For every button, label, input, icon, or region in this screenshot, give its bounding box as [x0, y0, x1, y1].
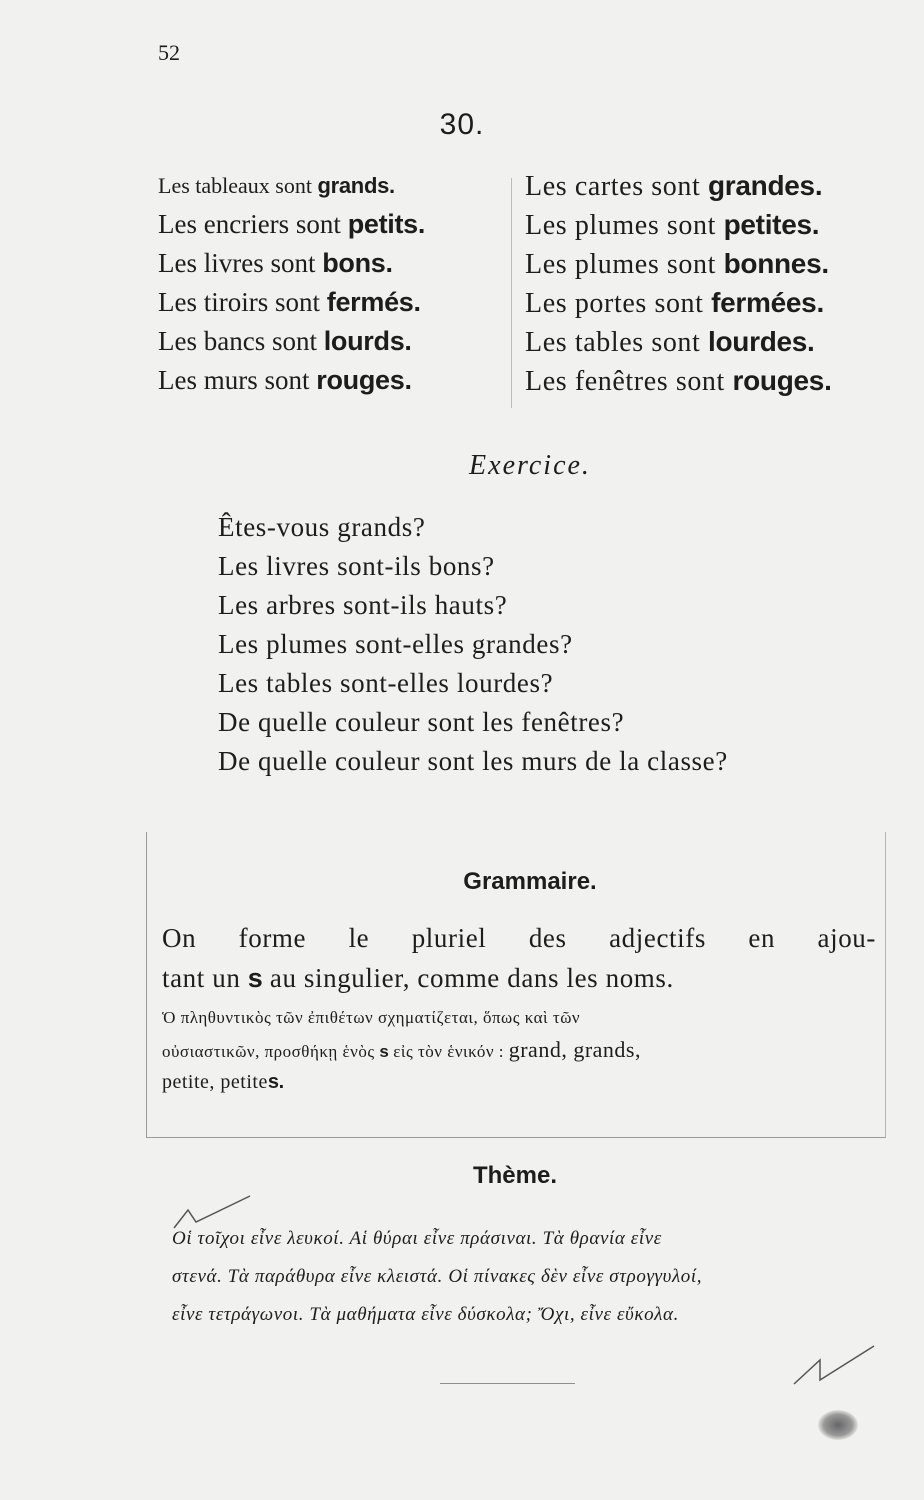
- greek-note-line: petite, petites.: [162, 1071, 284, 1093]
- question-line: De quelle couleur sont les fenêtres?: [218, 707, 625, 737]
- sentence-line: Les tables sont lourdes.: [525, 326, 815, 358]
- theme-line: Οἱ τοῖχοι εἶνε λευκοί. Αἱ θύραι εἶνε πράσιναι. Τὰ θρανία εἶνε: [172, 1228, 662, 1249]
- question-line: Êtes-vous grands?: [218, 512, 426, 542]
- question-line: Les arbres sont-ils hauts?: [218, 590, 508, 620]
- exercise-questions: [218, 508, 728, 781]
- theme-line: στενά. Τὰ παράθυρα εἶνε κλειστά. Οἱ πίνακες δὲν εἶνε στρογγυλοί,: [172, 1266, 703, 1287]
- grammar-rule-line: On forme le pluriel des adjectifs en ajou-: [162, 923, 876, 953]
- sentence-line: Les plumes sont bonnes.: [525, 248, 829, 280]
- theme-paragraph: [172, 1220, 902, 1334]
- grammar-greek-note: [162, 1002, 876, 1098]
- question-line: Les plumes sont-elles grandes?: [218, 629, 573, 659]
- grammar-heading: Grammaire.: [463, 868, 597, 895]
- ink-stain: [818, 1410, 858, 1440]
- greek-note-line: Ὁ πληθυντικὸς τῶν ἐπιθέτων σχηματίζεται, ὅπως καὶ τῶν: [162, 1008, 581, 1027]
- question-line: De quelle couleur sont les murs de la classe?: [218, 746, 728, 776]
- sentence-line: Les livres sont bons.: [158, 248, 393, 278]
- sentence-line: Les tableaux sont grands.: [158, 173, 395, 198]
- greek-note-line: οὐσιαστικῶν, προσθήκῃ ἑνὸς s εἰς τὸν ἑνικόν : grand, grands,: [162, 1037, 641, 1062]
- sentence-line: Les plumes sont petites.: [525, 209, 820, 241]
- grammar-rule: [162, 918, 876, 998]
- question-line: Les livres sont-ils bons?: [218, 551, 495, 581]
- pencil-check-mark: [790, 1340, 880, 1390]
- sentence-line: Les encriers sont petits.: [158, 209, 426, 239]
- theme-line: εἶνε τετράγωνοι. Τὰ μαθήματα εἶνε δύσκολα; Ὄχι, εἶνε εὔκολα.: [172, 1304, 679, 1325]
- exercise-heading: Exercice.: [469, 450, 591, 481]
- sentence-line: Les fenêtres sont rouges.: [525, 365, 832, 397]
- sentence-line: Les bancs sont lourds.: [158, 326, 412, 356]
- column-divider: [511, 178, 512, 408]
- sentence-line: Les cartes sont grandes.: [525, 170, 823, 202]
- theme-heading: Thème.: [472, 1162, 558, 1189]
- sentence-line: Les murs sont rouges.: [158, 365, 412, 395]
- grammar-rule-line: tant un s au singulier, comme dans les noms.: [162, 963, 674, 993]
- bottom-rule: [440, 1383, 575, 1384]
- left-sentence-column: [158, 166, 508, 400]
- lesson-number: 30.: [439, 108, 485, 141]
- question-line: Les tables sont-elles lourdes?: [218, 668, 554, 698]
- pencil-tick-mark: [168, 1192, 258, 1232]
- page-number: 52: [158, 40, 180, 65]
- sentence-line: Les tiroirs sont fermés.: [158, 287, 421, 317]
- right-sentence-column: [525, 166, 910, 400]
- sentence-line: Les portes sont fermées.: [525, 287, 824, 319]
